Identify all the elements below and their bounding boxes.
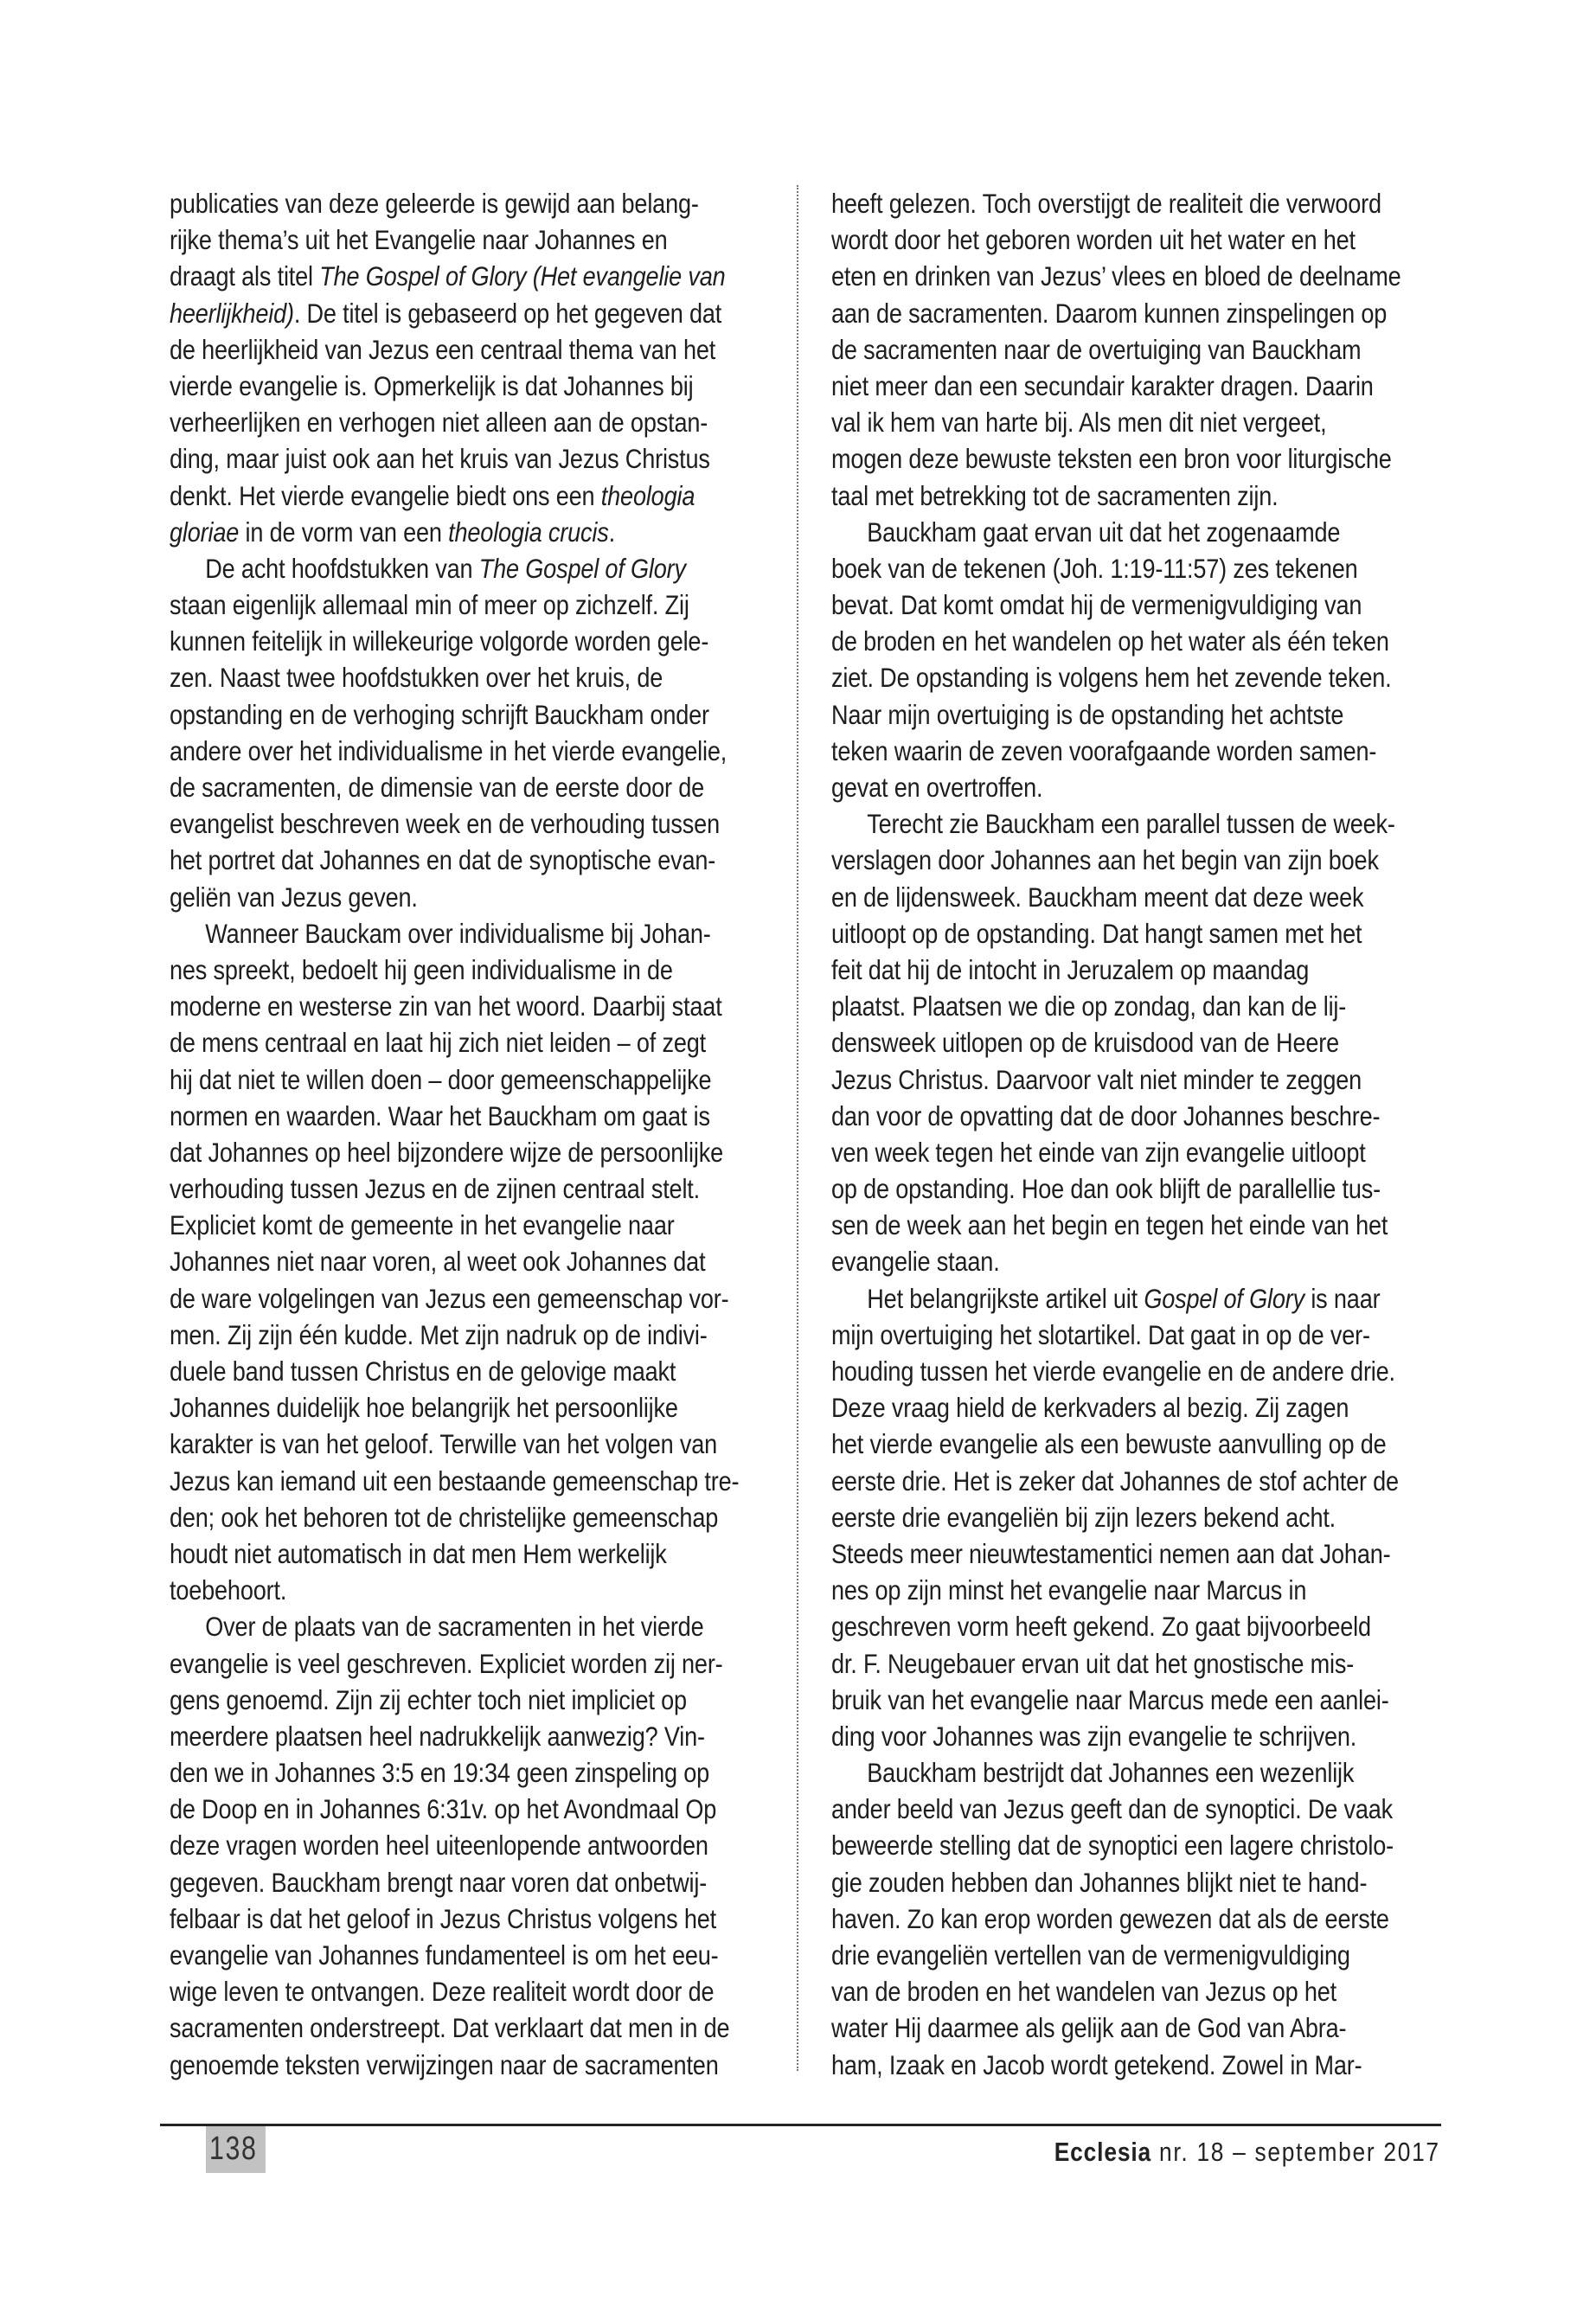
text-line — [831, 1535, 1391, 1572]
text-run: de sacramenten, de dimensie van de eerste door de — [170, 772, 705, 803]
text-line — [170, 696, 709, 733]
text-run: ding, maar juist ook aan het kruis van Jezus Christus — [170, 443, 710, 475]
text-line — [170, 368, 705, 404]
text-run: wordt door het geboren worden uit het water en het — [831, 224, 1356, 256]
text-line — [831, 550, 1367, 586]
text-run: normen en waarden. Waar het Bauckham om gaat is — [170, 1099, 710, 1131]
paragraph — [170, 550, 792, 915]
paragraph — [170, 915, 792, 1609]
text-run: hij dat niet te willen doen – door gemeenschappelijke — [170, 1063, 712, 1095]
text-run: verhouding tussen Jezus en de zijnen centraal stelt. — [170, 1173, 701, 1205]
text-run: den we in Johannes 3:5 en 19:34 geen zinspeling op — [170, 1757, 709, 1789]
paragraph — [170, 1608, 792, 2082]
text-line — [831, 842, 1379, 878]
text-run: Jezus Christus. Daarvoor valt niet minder te zeggen — [831, 1063, 1362, 1095]
italic-text-run: gloriae — [170, 516, 240, 548]
text-line — [170, 331, 716, 368]
paragraph — [831, 185, 1454, 514]
text-run: dat Johannes op heel bijzondere wijze de persoonlijke — [170, 1136, 723, 1168]
text-run: plaatst. Plaatsen we die op zondag, dan kan de lij- — [831, 990, 1347, 1022]
text-run: het vierde evangelie als een bewuste aanvulling op de — [831, 1428, 1387, 1460]
text-line — [831, 1645, 1367, 1682]
text-run: felbaar is dat het geloof in Jezus Christus volgens het — [170, 1902, 717, 1934]
text-line — [170, 1754, 709, 1791]
text-line — [170, 805, 720, 842]
paragraph — [831, 805, 1454, 1279]
text-run: duele band tussen Christus en de gelovige maakt — [170, 1356, 676, 1387]
text-run: eerste drie evangeliën bij zijn lezers bekend acht. — [831, 1501, 1336, 1533]
journal-info — [1054, 2135, 1440, 2170]
text-line — [831, 404, 1367, 440]
text-run: genoemde teksten verwijzingen naar de sacramenten — [170, 2048, 719, 2080]
text-run: van de broden en het wandelen van Jezus op het — [831, 1976, 1337, 2008]
text-run: densweek uitlopen op de kruisdood van de Heere — [831, 1027, 1339, 1059]
text-line — [831, 1389, 1367, 1426]
text-line — [831, 1608, 1371, 1644]
text-run: Steeds meer nieuwtestamentici nemen aan dat Johan- — [831, 1537, 1391, 1569]
text-run: nes spreekt, bedoelt hij geen individualisme in de — [170, 953, 673, 985]
text-line — [170, 1645, 723, 1682]
text-run: moderne en westerse zin van het woord. Daarbij staat — [170, 990, 722, 1022]
journal-name: Ecclesia — [1054, 2137, 1152, 2167]
text-line — [831, 1900, 1389, 1937]
text-run: vierde evangelie is. Opmerkelijk is dat Johannes bij — [170, 369, 694, 401]
paragraph — [831, 514, 1454, 806]
text-line — [170, 1207, 705, 1243]
text-run: geschreven vorm heeft gekend. Zo gaat bijvoorbeeld — [831, 1611, 1371, 1643]
column-right — [831, 185, 1454, 2083]
italic-text-run: heerlijkheid) — [170, 297, 294, 329]
text-line — [831, 1463, 1399, 1499]
text-line — [831, 440, 1392, 477]
text-run: teken waarin de zeven voorafgaande worden samen- — [831, 734, 1377, 766]
text-run: de mens centraal en laat hij zich niet leiden – of zegt — [170, 1027, 707, 1059]
paragraph — [831, 1280, 1454, 1754]
text-run: op de opstanding. Hoe dan ook blijft de parallellie tus- — [831, 1173, 1381, 1205]
italic-text-run: theologia — [600, 479, 695, 511]
italic-text-run: The Gospel of Glory — [478, 552, 686, 584]
text-line — [170, 295, 722, 331]
text-run: geliën van Jezus geven. — [170, 881, 418, 913]
text-line — [831, 1024, 1367, 1061]
text-run: andere over het individualisme in het vierde evangelie, — [170, 734, 727, 766]
text-line — [831, 185, 1381, 221]
text-run: karakter is van het geloof. Terwille van het volgen van — [170, 1428, 718, 1460]
text-run: ham, Izaak en Jacob wordt getekend. Zowel in Mar- — [831, 2048, 1362, 2080]
text-run: eerste drie. Het is zeker dat Johannes de stof achter de — [831, 1465, 1399, 1497]
text-run: de sacramenten naar de overtuiging van Bauckham — [831, 333, 1362, 365]
text-line — [831, 988, 1367, 1024]
text-run: Deze vraag hield de kerkvaders al bezig. Zij zagen — [831, 1392, 1349, 1424]
text-line — [831, 368, 1374, 404]
text-run: de heerlijkheid van Jezus een centraal thema van het — [170, 333, 716, 365]
text-line — [170, 1864, 708, 1900]
text-run: het portret dat Johannes en dat de synoptische evan- — [170, 844, 716, 876]
text-run: aan de sacramenten. Daarom kunnen zinspelingen op — [831, 297, 1388, 329]
text-line — [170, 1243, 705, 1279]
text-run: mijn overtuiging het slotartikel. Dat gaat in op de ver- — [831, 1318, 1370, 1350]
text-run: . De titel is gebaseerd op het gegeven dat — [293, 297, 722, 329]
text-line — [831, 2009, 1367, 2046]
column-left — [170, 185, 792, 2083]
text-run: verheerlijken en verhogen niet alleen aan de opstan- — [170, 407, 708, 439]
text-run: Johannes niet naar voren, al weet ook Johannes dat — [170, 1246, 706, 1278]
text-run: Bauckham gaat ervan uit dat het zogenaamde — [867, 516, 1341, 548]
text-run: de ware volgelingen van Jezus een gemeenschap vor- — [170, 1282, 729, 1314]
text-run: staan eigenlijk allemaal min of meer op zichzelf. Zij — [170, 589, 689, 621]
text-run: feit dat hij de intocht in Jeruzalem op maandag — [831, 953, 1310, 985]
paragraph — [170, 185, 792, 550]
text-run: Johannes duidelijk hoe belangrijk het persoonlijke — [170, 1392, 678, 1424]
text-line — [170, 1061, 712, 1098]
text-run: kunnen feitelijk in willekeurige volgorde worden gele- — [170, 625, 709, 657]
paragraph — [831, 1754, 1454, 2083]
text-run: toebehoort. — [170, 1574, 287, 1606]
text-line — [831, 221, 1367, 258]
text-run: gevat en overtroffen. — [831, 772, 1043, 803]
text-run: uitloopt op de opstanding. Dat hangt samen met het — [831, 917, 1362, 949]
text-run: dan voor de opvatting dat de door Johannes beschre- — [831, 1099, 1381, 1131]
italic-text-run: The Gospel of Glory (Het evangelie van — [319, 260, 726, 292]
text-line — [170, 478, 705, 514]
text-line — [831, 879, 1367, 915]
text-run: taal met betrekking tot de sacramenten zijn. — [831, 479, 1279, 511]
text-run: houding tussen het vierde evangelie en de andere drie. — [831, 1356, 1395, 1387]
text-line — [170, 1280, 729, 1317]
text-line — [170, 952, 705, 988]
text-run: . — [608, 516, 615, 548]
text-line — [831, 1134, 1367, 1170]
text-run: rijke thema’s uit het Evangelie naar Johannes en — [170, 224, 668, 256]
text-line — [831, 2047, 1367, 2083]
text-line — [170, 1718, 705, 1754]
text-line — [831, 1572, 1367, 1608]
text-line — [170, 879, 705, 915]
text-run: eten en drinken van Jezus’ vlees en bloed de deelname — [831, 260, 1401, 292]
text-run: ander beeld van Jezus geeft dan de synoptici. De vaak — [831, 1793, 1394, 1825]
text-line — [831, 915, 1367, 952]
column-divider — [797, 185, 798, 2071]
text-line — [831, 696, 1367, 733]
text-line — [170, 2009, 730, 2046]
text-line — [170, 1973, 715, 2009]
text-run: Naar mijn overtuiging is de opstanding het achtste — [831, 698, 1344, 730]
italic-text-run: theologia crucis — [448, 516, 609, 548]
text-line — [170, 514, 705, 550]
text-run: evangelist beschreven week en de verhouding tussen — [170, 808, 720, 840]
text-run: in de vorm van een — [239, 516, 449, 548]
text-line — [170, 1608, 705, 1644]
text-line — [170, 1791, 717, 1827]
text-run: den; ook het behoren tot de christelijke gemeenschap — [170, 1501, 719, 1533]
text-line — [170, 1463, 740, 1499]
text-run: dr. F. Neugebauer ervan uit dat het gnostische mis- — [831, 1647, 1355, 1679]
text-line — [170, 1682, 705, 1718]
text-line — [170, 2047, 719, 2083]
text-line — [831, 1426, 1387, 1462]
text-line — [170, 221, 705, 258]
text-line — [170, 1317, 708, 1353]
text-line — [831, 295, 1388, 331]
text-run: sen de week aan het begin en tegen het einde van het — [831, 1209, 1388, 1241]
text-run: evangelie van Johannes fundamenteel is om het eeu- — [170, 1939, 719, 1971]
text-line — [170, 769, 705, 805]
text-line — [170, 440, 710, 477]
text-run: haven. Zo kan erop worden gewezen dat als de eerste — [831, 1902, 1389, 1934]
text-line — [170, 550, 705, 586]
text-line — [831, 1718, 1367, 1754]
text-line — [170, 1353, 705, 1389]
text-line — [170, 1572, 705, 1608]
text-line — [831, 769, 1367, 805]
text-line — [170, 1426, 718, 1462]
issue-info: nr. 18 – september 2017 — [1151, 2137, 1440, 2167]
text-line — [170, 1170, 705, 1207]
text-run: Over de plaats van de sacramenten in het vierde — [205, 1611, 704, 1643]
text-line — [170, 1024, 705, 1061]
text-run: boek van de tekenen (Joh. 1:19-11:57) zes tekenen — [831, 552, 1358, 584]
text-run: ven week tegen het einde van zijn evangelie uitloopt — [831, 1136, 1366, 1168]
text-line — [170, 1098, 710, 1134]
text-line — [170, 842, 716, 878]
text-run: Expliciet komt de gemeente in het evangelie naar — [170, 1209, 675, 1241]
text-run: ding voor Johannes was zijn evangelie te schrijven. — [831, 1720, 1357, 1752]
text-line — [831, 1317, 1370, 1353]
text-run: de Doop en in Johannes 6:31v. op het Avondmaal Op — [170, 1793, 717, 1825]
text-line — [170, 988, 722, 1024]
text-line — [170, 1134, 723, 1170]
footer-rule — [160, 2124, 1441, 2126]
text-run: evangelie is veel geschreven. Expliciet worden zij ner- — [170, 1647, 723, 1679]
text-run: drie evangeliën vertellen van de vermenigvuldiging — [831, 1939, 1350, 1971]
text-run: houdt niet automatisch in dat men Hem werkelijk — [170, 1537, 667, 1569]
text-line — [170, 1827, 708, 1863]
text-line — [170, 623, 709, 659]
text-run: nes op zijn minst het evangelie naar Marcus in — [831, 1574, 1307, 1606]
text-line — [831, 1243, 1367, 1279]
text-line — [170, 733, 727, 769]
text-run: beweerde stelling dat de synoptici een lagere christolo- — [831, 1830, 1394, 1862]
text-line — [170, 586, 705, 623]
text-run: Terecht zie Bauckham een parallel tussen de week- — [867, 808, 1395, 840]
page-number: 138 — [209, 2131, 258, 2167]
text-line — [170, 1535, 705, 1572]
text-line — [170, 185, 705, 221]
text-run: val ik hem van harte bij. Als men dit niet vergeet, — [831, 407, 1327, 439]
text-line — [170, 404, 708, 440]
text-line — [170, 1499, 719, 1535]
text-line — [831, 805, 1395, 842]
text-run: wige leven te ontvangen. Deze realiteit wordt door de — [170, 1976, 715, 2008]
text-line — [831, 1280, 1381, 1317]
text-run: De acht hoofdstukken van — [205, 552, 479, 584]
text-run: de broden en het wandelen op het water als één teken — [831, 625, 1389, 657]
text-run: Het belangrijkste artikel uit — [867, 1282, 1144, 1314]
text-run: mogen deze bewuste teksten een bron voor liturgische — [831, 443, 1392, 475]
text-line — [831, 659, 1392, 695]
text-line — [831, 1937, 1367, 1973]
text-line — [831, 1682, 1389, 1718]
text-run: deze vragen worden heel uiteenlopende antwoorden — [170, 1830, 708, 1862]
text-line — [170, 659, 705, 695]
text-line — [831, 1754, 1367, 1791]
text-run: ziet. De opstanding is volgens hem het zevende teken. — [831, 662, 1392, 694]
text-line — [831, 1098, 1381, 1134]
text-line — [170, 1389, 705, 1426]
text-line — [831, 331, 1367, 368]
text-line — [831, 623, 1389, 659]
text-line — [831, 1207, 1388, 1243]
text-run: Wanneer Bauckam over individualisme bij Johan- — [205, 917, 711, 949]
text-line — [170, 1937, 719, 1973]
text-line — [831, 1170, 1381, 1207]
text-run: denkt. Het vierde evangelie biedt ons een — [170, 479, 601, 511]
text-line — [831, 478, 1367, 514]
text-run: opstanding en de verhoging schrijft Bauckham onder — [170, 698, 709, 730]
text-line — [831, 1353, 1395, 1389]
text-run: water Hij daarmee als gelijk aan de God van Abra- — [831, 2012, 1347, 2044]
text-run: verslagen door Johannes aan het begin van zijn boek — [831, 844, 1379, 876]
text-line — [170, 258, 726, 294]
text-run: zen. Naast twee hoofdstukken over het kruis, de — [170, 662, 663, 694]
text-run: is naar — [1304, 1282, 1381, 1314]
text-run: sacramenten onderstreept. Dat verklaart dat men in de — [170, 2012, 730, 2044]
text-line — [831, 733, 1377, 769]
text-line — [831, 586, 1367, 623]
text-run: evangelie staan. — [831, 1246, 1000, 1278]
text-line — [831, 1061, 1367, 1098]
text-run: men. Zij zijn één kudde. Met zijn nadruk op de indivi- — [170, 1318, 708, 1350]
text-run: Jezus kan iemand uit een bestaande gemeenschap tre- — [170, 1465, 740, 1497]
text-run: bevat. Dat komt omdat hij de vermenigvuldiging van — [831, 589, 1362, 621]
text-run: heeft gelezen. Toch overstijgt de realiteit die verwoord — [831, 188, 1381, 219]
text-line — [831, 952, 1367, 988]
text-run: gegeven. Bauckham brengt naar voren dat onbetwij- — [170, 1866, 708, 1898]
text-line — [831, 1864, 1367, 1900]
text-line — [831, 258, 1401, 294]
text-run: niet meer dan een secundair karakter dragen. Daarin — [831, 369, 1374, 401]
text-line — [831, 1791, 1394, 1827]
text-run: gie zouden hebben dan Johannes blijkt niet te hand- — [831, 1866, 1368, 1898]
text-line — [831, 1973, 1367, 2009]
text-run: en de lijdensweek. Bauckham meent dat deze week — [831, 881, 1364, 913]
text-line — [170, 915, 711, 952]
text-line — [831, 1827, 1394, 1863]
text-run: meerdere plaatsen heel nadrukkelijk aanwezig? Vin- — [170, 1720, 705, 1752]
text-run: Bauckham bestrijdt dat Johannes een wezenlijk — [867, 1757, 1355, 1789]
text-run: draagt als titel — [170, 260, 320, 292]
text-run: bruik van het evangelie naar Marcus mede een aanlei- — [831, 1683, 1389, 1715]
text-line — [831, 1499, 1367, 1535]
text-line — [831, 514, 1367, 550]
text-run: gens genoemd. Zijn zij echter toch niet impliciet op — [170, 1683, 687, 1715]
text-line — [170, 1900, 717, 1937]
text-run: publicaties van deze geleerde is gewijd aan belang- — [170, 188, 699, 219]
italic-text-run: Gospel of Glory — [1144, 1282, 1304, 1314]
